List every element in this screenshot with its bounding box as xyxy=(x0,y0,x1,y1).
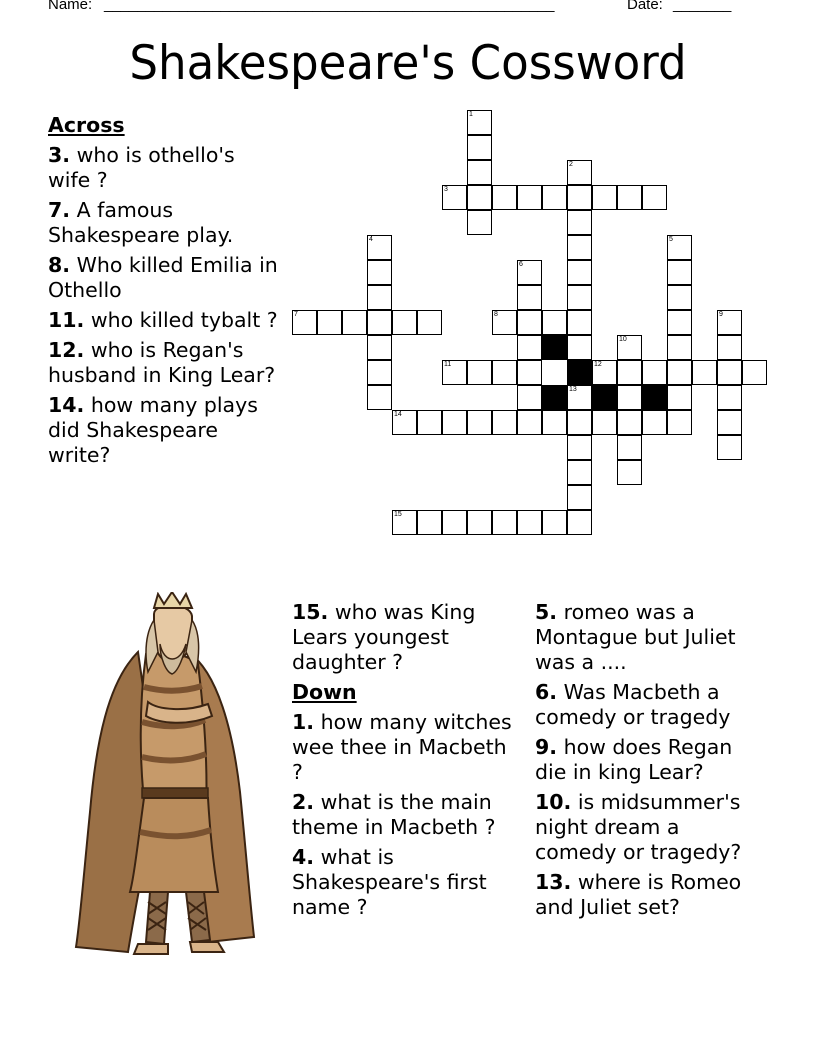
grid-cell[interactable] xyxy=(467,135,492,160)
clue-down-10: 10. is midsummer's night dream a comedy or tragedy? xyxy=(535,790,742,864)
grid-cell[interactable] xyxy=(667,235,692,260)
clue-down-9: 9. how does Regan die in king Lear? xyxy=(535,735,733,784)
date-label: Date: xyxy=(627,0,663,13)
grid-cell[interactable] xyxy=(492,410,517,435)
grid-cell[interactable] xyxy=(517,335,542,360)
clue-across-8: 8. Who killed Emilia in Othello xyxy=(48,253,278,302)
grid-cell[interactable] xyxy=(567,310,592,335)
grid-cell[interactable] xyxy=(617,460,642,485)
grid-cell[interactable] xyxy=(617,185,642,210)
grid-cell[interactable] xyxy=(592,410,617,435)
grid-cell[interactable] xyxy=(567,285,592,310)
grid-cell[interactable] xyxy=(367,285,392,310)
grid-cell[interactable] xyxy=(667,260,692,285)
clue-down-13: 13. where is Romeo and Juliet set? xyxy=(535,870,742,919)
grid-cell[interactable] xyxy=(617,435,642,460)
grid-cell[interactable] xyxy=(667,285,692,310)
grid-cell[interactable] xyxy=(517,385,542,410)
grid-cell[interactable] xyxy=(617,385,642,410)
grid-cell[interactable] xyxy=(567,385,592,410)
grid-block xyxy=(592,385,617,410)
page-title: Shakespeare's Cossword xyxy=(129,36,687,91)
grid-cell[interactable] xyxy=(717,310,742,335)
clue-across-12: 12. who is Regan's husband in King Lear? xyxy=(48,338,276,387)
grid-cell[interactable] xyxy=(517,410,542,435)
grid-cell[interactable] xyxy=(542,310,567,335)
grid-cell[interactable] xyxy=(667,335,692,360)
grid-cell[interactable] xyxy=(517,360,542,385)
cell-number: 6 xyxy=(519,261,523,268)
grid-cell[interactable] xyxy=(492,185,517,210)
grid-cell[interactable] xyxy=(392,510,417,535)
grid-cell[interactable] xyxy=(642,360,667,385)
grid-cell[interactable] xyxy=(442,510,467,535)
grid-cell[interactable] xyxy=(367,310,392,335)
grid-cell[interactable] xyxy=(567,460,592,485)
grid-cell[interactable] xyxy=(367,360,392,385)
grid-cell[interactable] xyxy=(367,260,392,285)
cell-number: 9 xyxy=(719,311,723,318)
clue-across-3: 3. who is othello's wife ? xyxy=(48,143,235,192)
grid-cell[interactable] xyxy=(567,260,592,285)
cell-number: 13 xyxy=(569,386,577,393)
cell-number: 8 xyxy=(494,311,498,318)
grid-cell[interactable] xyxy=(617,410,642,435)
grid-cell[interactable] xyxy=(667,385,692,410)
grid-cell[interactable] xyxy=(717,410,742,435)
grid-cell[interactable] xyxy=(667,310,692,335)
grid-cell[interactable] xyxy=(467,510,492,535)
grid-cell[interactable] xyxy=(567,510,592,535)
grid-block xyxy=(542,385,567,410)
cell-number: 4 xyxy=(369,236,373,243)
grid-cell[interactable] xyxy=(567,485,592,510)
date-field[interactable]: _______ xyxy=(673,0,732,13)
clues-middle-column xyxy=(292,600,524,925)
cell-number: 3 xyxy=(444,186,448,193)
grid-cell[interactable] xyxy=(317,310,342,335)
clue-down-5: 5. romeo was a Montague but Juliet was a .... xyxy=(535,600,736,674)
grid-cell[interactable] xyxy=(542,185,567,210)
grid-cell[interactable] xyxy=(467,210,492,235)
grid-cell[interactable] xyxy=(717,335,742,360)
grid-cell[interactable] xyxy=(567,410,592,435)
clue-across-15: 15. who was King Lears youngest daughter ? xyxy=(292,600,476,674)
grid-cell[interactable] xyxy=(467,410,492,435)
grid-cell[interactable] xyxy=(567,235,592,260)
grid-cell[interactable] xyxy=(517,185,542,210)
grid-cell[interactable] xyxy=(592,360,617,385)
grid-cell[interactable] xyxy=(592,185,617,210)
grid-block xyxy=(542,335,567,360)
name-label: Name: xyxy=(48,0,93,13)
cell-number: 14 xyxy=(394,411,402,418)
clue-down-2: 2. what is the main theme in Macbeth ? xyxy=(292,790,496,839)
cell-number: 1 xyxy=(469,111,473,118)
grid-cell[interactable] xyxy=(567,435,592,460)
grid-cell[interactable] xyxy=(367,335,392,360)
clue-down-4: 4. what is Shakespeare's first name ? xyxy=(292,845,487,919)
grid-cell[interactable] xyxy=(392,410,417,435)
cell-number: 7 xyxy=(294,311,298,318)
across-heading: Across xyxy=(48,113,125,137)
grid-cell[interactable] xyxy=(442,360,467,385)
grid-cell[interactable] xyxy=(517,310,542,335)
grid-cell[interactable] xyxy=(717,435,742,460)
grid-cell[interactable] xyxy=(517,285,542,310)
grid-cell[interactable] xyxy=(467,160,492,185)
grid-cell[interactable] xyxy=(492,310,517,335)
cell-number: 15 xyxy=(394,511,402,518)
grid-cell[interactable] xyxy=(492,360,517,385)
grid-cell[interactable] xyxy=(392,310,417,335)
grid-cell[interactable] xyxy=(517,510,542,535)
grid-cell[interactable] xyxy=(492,510,517,535)
grid-cell[interactable] xyxy=(467,360,492,385)
grid-cell[interactable] xyxy=(367,385,392,410)
grid-cell[interactable] xyxy=(442,185,467,210)
grid-cell[interactable] xyxy=(367,235,392,260)
grid-cell[interactable] xyxy=(642,410,667,435)
grid-cell[interactable] xyxy=(467,110,492,135)
grid-cell[interactable] xyxy=(617,360,642,385)
cell-number: 12 xyxy=(594,361,602,368)
grid-cell[interactable] xyxy=(417,310,442,335)
grid-cell[interactable] xyxy=(692,360,717,385)
clue-across-11: 11. who killed tybalt ? xyxy=(48,308,278,332)
name-field[interactable]: ______________________________________________________ xyxy=(104,0,555,13)
down-heading: Down xyxy=(292,680,357,704)
grid-cell[interactable] xyxy=(417,510,442,535)
grid-cell[interactable] xyxy=(717,385,742,410)
grid-cell[interactable] xyxy=(667,360,692,385)
clue-across-14: 14. how many plays did Shakespeare write? xyxy=(48,393,258,467)
grid-cell[interactable] xyxy=(742,360,767,385)
grid-cell[interactable] xyxy=(467,185,492,210)
grid-block xyxy=(567,360,592,385)
grid-cell[interactable] xyxy=(567,160,592,185)
grid-cell[interactable] xyxy=(342,310,367,335)
cell-number: 10 xyxy=(619,336,627,343)
grid-cell[interactable] xyxy=(717,360,742,385)
grid-cell[interactable] xyxy=(292,310,317,335)
grid-cell[interactable] xyxy=(667,410,692,435)
grid-cell[interactable] xyxy=(542,510,567,535)
cell-number: 5 xyxy=(669,236,673,243)
grid-cell[interactable] xyxy=(567,210,592,235)
cell-number: 11 xyxy=(444,361,452,368)
grid-cell[interactable] xyxy=(642,185,667,210)
clue-across-7: 7. A famous Shakespeare play. xyxy=(48,198,234,247)
grid-cell[interactable] xyxy=(617,335,642,360)
grid-cell[interactable] xyxy=(542,410,567,435)
grid-cell[interactable] xyxy=(417,410,442,435)
cell-number: 2 xyxy=(569,161,573,168)
grid-cell[interactable] xyxy=(567,185,592,210)
clue-down-6: 6. Was Macbeth a comedy or tragedy xyxy=(535,680,731,729)
clue-down-1: 1. how many witches wee thee in Macbeth ? xyxy=(292,710,512,784)
grid-cell[interactable] xyxy=(567,335,592,360)
grid-cell[interactable] xyxy=(517,260,542,285)
grid-cell[interactable] xyxy=(442,410,467,435)
king-figure-illustration xyxy=(68,592,268,964)
clues-right-column xyxy=(535,600,767,925)
grid-block xyxy=(642,385,667,410)
